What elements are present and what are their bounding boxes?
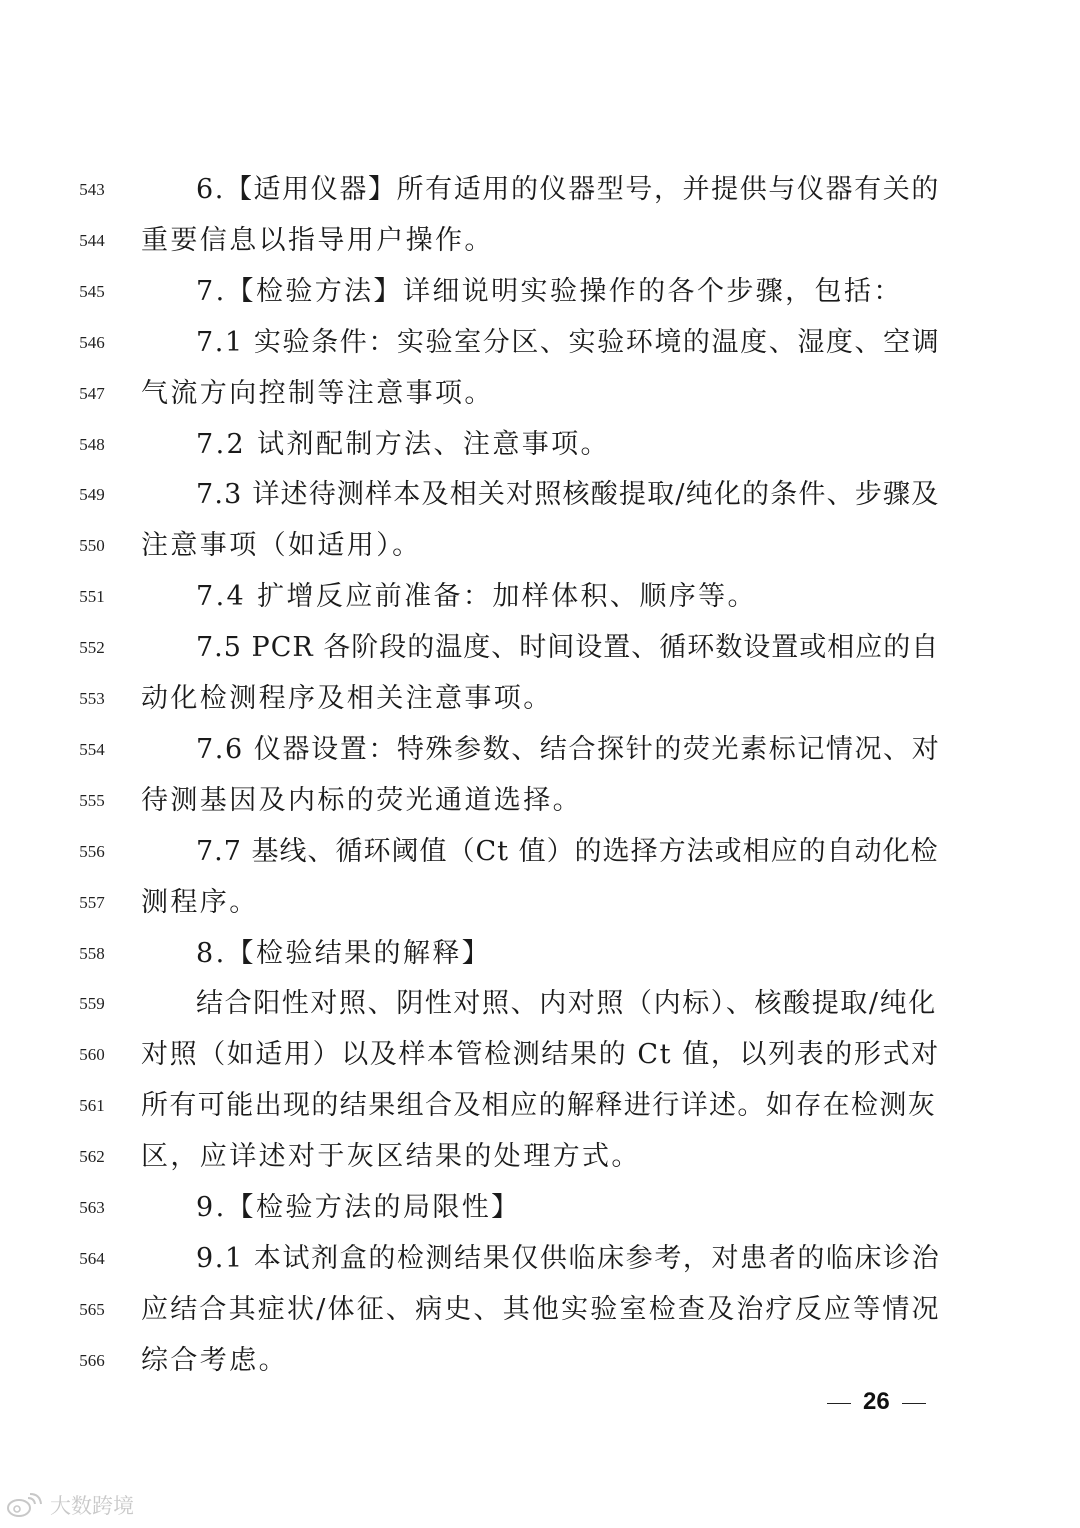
weibo-logo-icon xyxy=(6,1492,46,1518)
text-line xyxy=(0,673,1080,724)
line-number: 555 xyxy=(79,790,105,810)
line-text: 区，应详述对于灰区结果的处理方式。 xyxy=(141,1141,641,1173)
text-line xyxy=(0,622,1080,673)
text-line xyxy=(0,877,1080,928)
line-number: 550 xyxy=(79,536,105,556)
line-text: 重要信息以指导用户操作。 xyxy=(141,224,494,256)
text-line xyxy=(0,826,1080,877)
footer-dash-left xyxy=(827,1403,851,1405)
line-number: 543 xyxy=(79,180,105,199)
line-number: 558 xyxy=(79,943,105,963)
line-text: 注意事项（如适用）。 xyxy=(141,530,422,562)
text-line xyxy=(0,1131,1080,1182)
line-number: 557 xyxy=(79,892,105,912)
line-text: 综合考虑。 xyxy=(141,1344,288,1376)
line-number: 565 xyxy=(79,1299,105,1319)
line-number: 553 xyxy=(79,689,105,708)
line-number: 544 xyxy=(79,230,105,250)
line-text: 7.3 详述待测样本及相关对照核酸提取/纯化的条件、步骤及 xyxy=(196,479,940,511)
line-text: 应结合其症状/体征、病史、其他实验室检查及治疗反应等情况 xyxy=(141,1293,941,1325)
text-line xyxy=(0,266,1080,317)
line-number: 563 xyxy=(79,1198,105,1217)
text-line xyxy=(0,317,1080,368)
line-text: 9.【检验方法的局限性】 xyxy=(196,1192,521,1223)
line-number: 560 xyxy=(79,1045,105,1065)
line-number: 566 xyxy=(79,1350,105,1370)
text-line xyxy=(0,775,1080,826)
line-text: 动化检测程序及相关注意事项。 xyxy=(141,683,553,714)
page-number: 26 xyxy=(863,1388,890,1415)
line-number: 549 xyxy=(79,485,105,505)
text-line xyxy=(0,1080,1080,1131)
footer-dash-right xyxy=(902,1403,926,1405)
line-number: 561 xyxy=(79,1096,105,1116)
line-text: 7.1 实验条件：实验室分区、实验环境的温度、湿度、空调 xyxy=(196,326,941,358)
line-number: 545 xyxy=(79,281,105,301)
text-line xyxy=(0,571,1080,622)
line-number: 547 xyxy=(79,383,105,403)
line-number: 546 xyxy=(79,332,105,352)
line-text: 待测基因及内标的荧光通道选择。 xyxy=(141,784,582,816)
text-line xyxy=(0,1233,1080,1284)
line-text: 8.【检验结果的解释】 xyxy=(196,937,492,969)
line-text: 测程序。 xyxy=(141,886,259,918)
line-number: 552 xyxy=(79,638,105,658)
line-number: 564 xyxy=(79,1248,105,1268)
line-text: 气流方向控制等注意事项。 xyxy=(141,377,494,409)
text-line xyxy=(0,368,1080,419)
watermark xyxy=(6,1490,134,1520)
text-line xyxy=(0,978,1080,1029)
text-line xyxy=(0,215,1080,266)
line-text: 7.6 仪器设置：特殊参数、结合探针的荧光素标记情况、对 xyxy=(196,733,941,765)
line-text: 7.【检验方法】详细说明实验操作的各个步骤，包括： xyxy=(196,275,903,307)
watermark-text: 大数跨境 xyxy=(50,1494,134,1518)
line-text: 7.2 试剂配制方法、注意事项。 xyxy=(196,428,610,460)
text-line xyxy=(0,520,1080,571)
line-text: 对照（如适用）以及样本管检测结果的 Ct 值，以列表的形式对 xyxy=(141,1039,940,1071)
text-line xyxy=(0,1335,1080,1386)
page-footer xyxy=(815,1388,938,1416)
text-line xyxy=(0,1182,1080,1233)
line-number: 554 xyxy=(79,739,105,759)
line-text: 结合阳性对照、阴性对照、内对照（内标）、核酸提取/纯化 xyxy=(196,988,937,1020)
line-text: 9.1 本试剂盒的检测结果仅供临床参考，对患者的临床诊治 xyxy=(196,1242,941,1274)
line-text: 7.4 扩增反应前准备：加样体积、顺序等。 xyxy=(196,581,757,613)
line-number: 556 xyxy=(79,841,105,861)
text-line xyxy=(0,419,1080,470)
line-number: 551 xyxy=(79,587,105,607)
line-number: 562 xyxy=(79,1147,105,1167)
line-text: 7.5 PCR 各阶段的温度、时间设置、循环数设置或相应的自 xyxy=(196,632,940,664)
line-number: 559 xyxy=(79,994,105,1014)
line-text: 7.7 基线、循环阈值（Ct 值）的选择方法或相应的自动化检 xyxy=(196,835,939,867)
text-line xyxy=(0,928,1080,979)
text-line xyxy=(0,1284,1080,1335)
text-line xyxy=(0,164,1080,215)
text-line xyxy=(0,1029,1080,1080)
text-line xyxy=(0,469,1080,520)
line-number: 548 xyxy=(79,434,105,454)
text-line xyxy=(0,724,1080,775)
line-text: 6.【适用仪器】所有适用的仪器型号，并提供与仪器有关的 xyxy=(196,174,940,205)
line-text: 所有可能出现的结果组合及相应的解释进行详述。如存在检测灰 xyxy=(141,1090,937,1122)
